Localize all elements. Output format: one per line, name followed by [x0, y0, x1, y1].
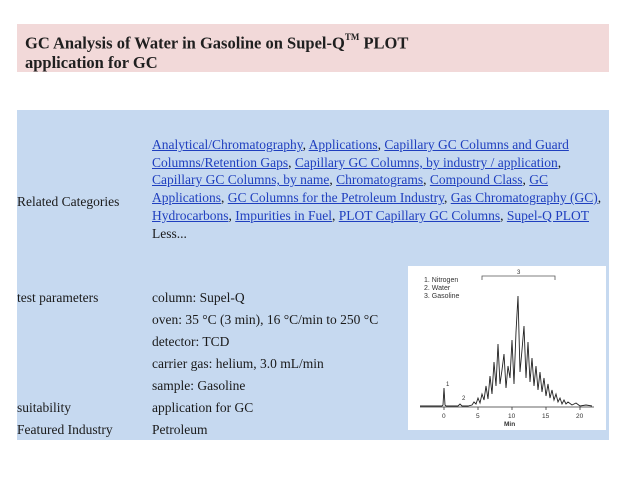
- category-link[interactable]: Impurities in Fuel: [235, 207, 332, 223]
- peak-label: 1: [446, 382, 450, 388]
- param-oven: oven: 35 °C (3 min), 16 °C/min to 250 °C: [152, 312, 379, 327]
- title-line-1-rest: PLOT: [359, 33, 409, 53]
- less-toggle[interactable]: Less...: [152, 225, 187, 241]
- category-link[interactable]: Compound Class: [429, 172, 523, 188]
- title-banner: [17, 24, 609, 72]
- chromatogram-trace: [420, 296, 592, 406]
- peak-label: 3: [517, 270, 521, 276]
- peak-group-bracket: [482, 276, 555, 280]
- legend-item: 1. Nitrogen: [424, 277, 459, 284]
- chromatogram-plot: [408, 266, 606, 430]
- category-link[interactable]: Capillary GC Columns, by name: [152, 172, 330, 188]
- suitability-label: suitability: [17, 400, 71, 415]
- category-link[interactable]: Applications: [308, 137, 378, 152]
- category-link[interactable]: Hydrocarbons: [152, 207, 229, 223]
- title-line-2: application for GC: [25, 52, 158, 72]
- category-link[interactable]: GC Applications: [152, 172, 549, 206]
- category-link[interactable]: Analytical/Chromatography: [152, 137, 303, 152]
- legend-item: 3. Gasoline: [424, 293, 460, 300]
- featured-industry-label: Featured Industry: [17, 422, 113, 437]
- x-tick-label: 15: [542, 413, 550, 420]
- category-link[interactable]: Supel-Q PLOT: [506, 207, 589, 223]
- category-link[interactable]: Chromatograms: [336, 172, 424, 188]
- x-tick-label: 0: [442, 413, 446, 420]
- param-column: column: Supel-Q: [152, 290, 245, 305]
- category-link[interactable]: GC Columns for the Petroleum Industry: [227, 190, 444, 206]
- category-link[interactable]: PLOT Capillary GC Columns: [338, 207, 501, 223]
- x-tick-label: 20: [576, 413, 584, 420]
- test-parameters-label: test parameters: [17, 290, 99, 305]
- category-link[interactable]: Gas Chromatography (GC): [450, 190, 598, 206]
- title-line-1: GC Analysis of Water in Gasoline on Supel-Q: [25, 33, 345, 53]
- trademark-mark: TM: [344, 32, 360, 42]
- related-categories-label: Related Categories: [17, 194, 120, 209]
- legend-item: 2. Water: [424, 285, 451, 292]
- param-detector: detector: TCD: [152, 334, 230, 349]
- param-carrier-gas: carrier gas: helium, 3.0 mL/min: [152, 356, 324, 371]
- category-link[interactable]: Capillary GC Columns and Guard Columns/Retention Gaps: [152, 137, 569, 170]
- peak-label: 2: [462, 396, 466, 402]
- x-tick-label: 5: [476, 413, 480, 420]
- featured-industry-value: Petroleum: [152, 422, 208, 437]
- page-title: [25, 30, 408, 72]
- suitability-value: application for GC: [152, 400, 254, 415]
- param-sample: sample: Gasoline: [152, 378, 246, 393]
- chromatogram-image: [408, 266, 606, 430]
- category-link[interactable]: Capillary GC Columns, by industry / application: [294, 154, 558, 170]
- related-categories-links: Analytical/Chromatography, Applications, Capillary GC Columns and Guard Columns/Retention Gaps, Capillary GC Columns, by industry / application, Capillary GC Columns, by name, Chromatograms, Compound Class, GC Applications, GC Columns for the Petroleum Industry, Gas Chromatography (GC), Hydrocarbons, Impurities in Fuel, PLOT Capillary GC Columns, Supel-Q PLOT Less...: [152, 137, 602, 241]
- x-axis-label: Min: [504, 421, 516, 428]
- x-tick-label: 10: [508, 413, 516, 420]
